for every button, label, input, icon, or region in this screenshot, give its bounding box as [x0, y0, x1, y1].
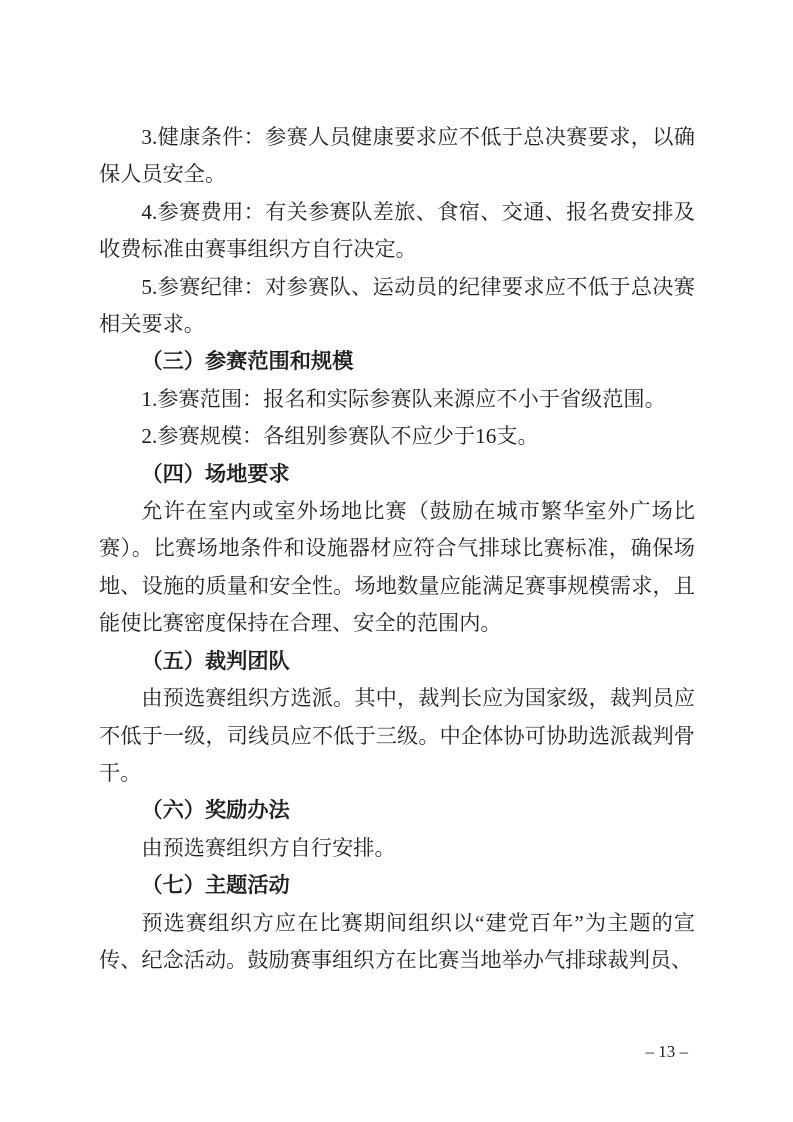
body-paragraph: 2.参赛规模：各组别参赛队不应少于16支。 — [141, 424, 539, 449]
body-paragraph: 3.健康条件：参赛人员健康要求应不低于总决赛要求，以确保人员安全。 — [99, 125, 695, 187]
body-paragraph: 预选赛组织方应在比赛期间组织以“建党百年”为主题的宣传、纪念活动。鼓励赛事组织方在比赛当地举办气排球裁判员、 — [99, 910, 695, 972]
section-heading: （五）裁判团队 — [141, 648, 290, 673]
section-heading: （六）奖励办法 — [141, 798, 290, 823]
section-heading: （七）主题活动 — [141, 873, 290, 898]
body-paragraph: 5.参赛纪律：对参赛队、运动员的纪律要求应不低于总决赛相关要求。 — [99, 274, 695, 337]
body-paragraph: 由预选赛组织方自行安排。 — [141, 835, 396, 860]
page-footer — [646, 1041, 689, 1063]
section-heading: （四）场地要求 — [141, 461, 290, 486]
body-paragraph: 1.参赛范围：报名和实际参赛队来源应不小于省级范围。 — [141, 386, 666, 411]
body-paragraph: 允许在室内或室外场地比赛（鼓励在城市繁华室外广场比赛）。比赛场地条件和设施器材应符合气排球比赛标准，确保场地、设施的质量和安全性。场地数量应能满足赛事规模需求，且能使比赛密度保持在合理、安全的范围内。 — [99, 499, 695, 636]
body-paragraph: 由预选赛组织方选派。其中，裁判长应为国家级，裁判员应不低于一级，司线员应不低于三级。中企体协可协助选派裁判骨干。 — [99, 686, 695, 785]
page-number: – 13 – — [645, 1042, 688, 1061]
body-paragraph: 4.参赛费用：有关参赛队差旅、食宿、交通、报名费安排及收费标准由赛事组织方自行决定。 — [99, 199, 695, 262]
document-body — [99, 119, 695, 979]
section-heading: （三）参赛范围和规模 — [141, 349, 354, 374]
